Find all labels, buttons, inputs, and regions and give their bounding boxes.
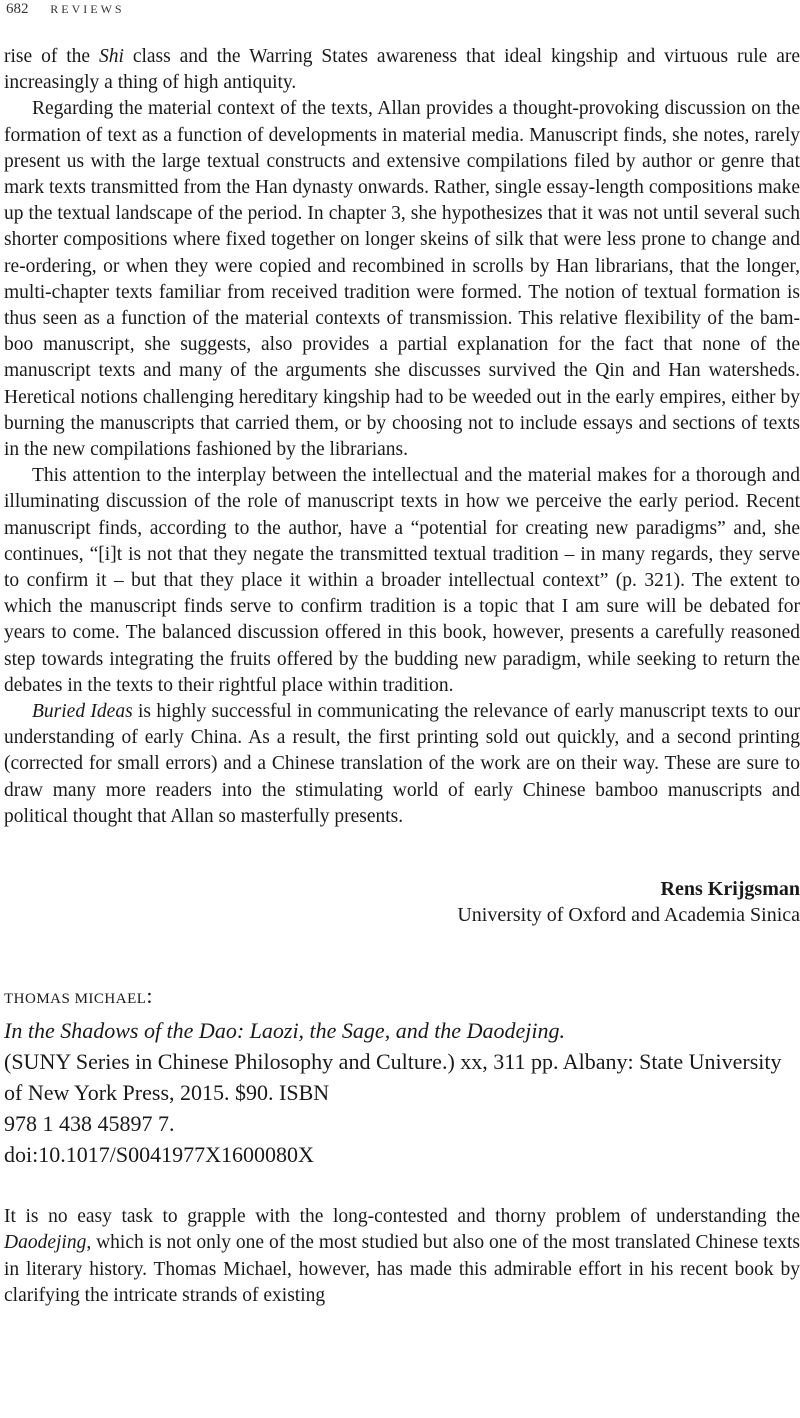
text-run: rise of the <box>4 46 99 67</box>
book-title-italic: Buried Ideas <box>32 701 133 723</box>
italic-term: Daodejing <box>4 1232 87 1254</box>
isbn: 978 1 438 45897 7. <box>4 1111 175 1137</box>
review-opening-paragraph <box>4 1204 800 1309</box>
reviewed-author-line <box>4 980 800 1015</box>
running-title: REVIEWS <box>50 2 125 16</box>
text-run: It is no easy task to grapple with the long-contested and thorny problem of understanding the <box>4 1206 800 1228</box>
article-body <box>4 44 800 1309</box>
italic-term: Shi <box>98 46 124 67</box>
paragraph-interplay: This attention to the interplay between the intellectual and the material makes for a thorough and illuminating discussion of the role of manuscript texts in how we perceive the early period. Recent manuscript finds, according to the author, have a “potential for creating new paradigms” and, she continues, “[i]t is not that they negate the transmitted textual tradition – in many regards, they serve to confirm it – but that they place it within a broader intellectual context” (p. 321). The extent to which the manuscript finds serve to confirm tradition is a topic that I am sure will be debated for years to come. The balanced discussion offered in this book, however, presents a carefully reasoned step towards integrating the fruits offered by the budding new paradigm, while seeking to return the debates in the texts to their rightful place within tradition. <box>4 465 800 696</box>
text-run: , which is not only one of the most studied but also one of the most translated Chinese texts in literary history. Thomas Michael, however, has made this admirable effort in his recent book by clarifying the intricate strands of existing <box>4 1232 800 1306</box>
doi: doi:10.1017/S0041977X1600080X <box>4 1142 314 1168</box>
text-run: class and the Warring States awareness that ideal kingship and virtuous rule are increasingly a thing of high antiquity. <box>4 46 800 94</box>
reviewer-signature <box>4 876 800 928</box>
review-heading <box>4 980 800 1170</box>
author-colon: : <box>146 983 153 1009</box>
running-header <box>6 0 125 18</box>
paragraph-continuation <box>4 44 800 96</box>
reviewer-affiliation: University of Oxford and Academia Sinica <box>457 904 800 927</box>
reviewed-book-title: In the Shadows of the Dao: Laozi, the Sage, and the Daodejing. <box>4 1018 565 1044</box>
paragraph-conclusion <box>4 699 800 830</box>
reviewer-name: Rens Krijgsman <box>660 878 800 901</box>
page-number: 682 <box>6 1 29 17</box>
reviewed-author: THOMAS MICHAEL <box>4 991 147 1008</box>
text-run: is highly successful in communicating the relevance of early manuscript texts to our understanding of early China. As a result, the first printing sold out quickly, and a second printing (corrected for small errors) and a Chinese translation of the work are on their way. These are sure to draw many more readers into the stimulating world of early Chinese bamboo manuscripts and political thought that Allan so masterfully presents. <box>4 701 800 827</box>
publication-details: (SUNY Series in Chinese Philosophy and Culture.) xx, 311 pp. Albany: State University of New York Press, 2015. $90. ISBN <box>4 1049 782 1106</box>
paragraph-material-context: Regarding the material context of the texts, Allan provides a thought-provoking discussion on the formation of text as a function of developments in material media. Manuscript finds, she notes, rarely present us with the large textual constructs and extensive compilations filed by author or genre that mark texts transmitted from the Han dynasty onwards. Rather, single essay-length compositions make up the textual landscape of the period. In chapter 3, she hypothesizes that it was not until several such shorter compositions where fixed together on longer skeins of silk that were less prone to change and re-ordering, or when they were copied and recombined in scrolls by Han librarians, that the longer, multi-chapter texts familiar from received tradition were formed. The notion of textual formation is thus seen as a function of the material contexts of transmission. This relative flexibility of the bamboo manuscript, she suggests, also provides a partial explanation for the fact that none of the manuscript texts and many of the arguments she discusses survived the Qin and Han watersheds. Heretical notions challenging hereditary kingship had to be weeded out in the early empires, either by burning the manuscripts that carried them, or by choosing not to include essays and sections of texts in the new compilations fashioned by the librarians. <box>4 98 800 461</box>
